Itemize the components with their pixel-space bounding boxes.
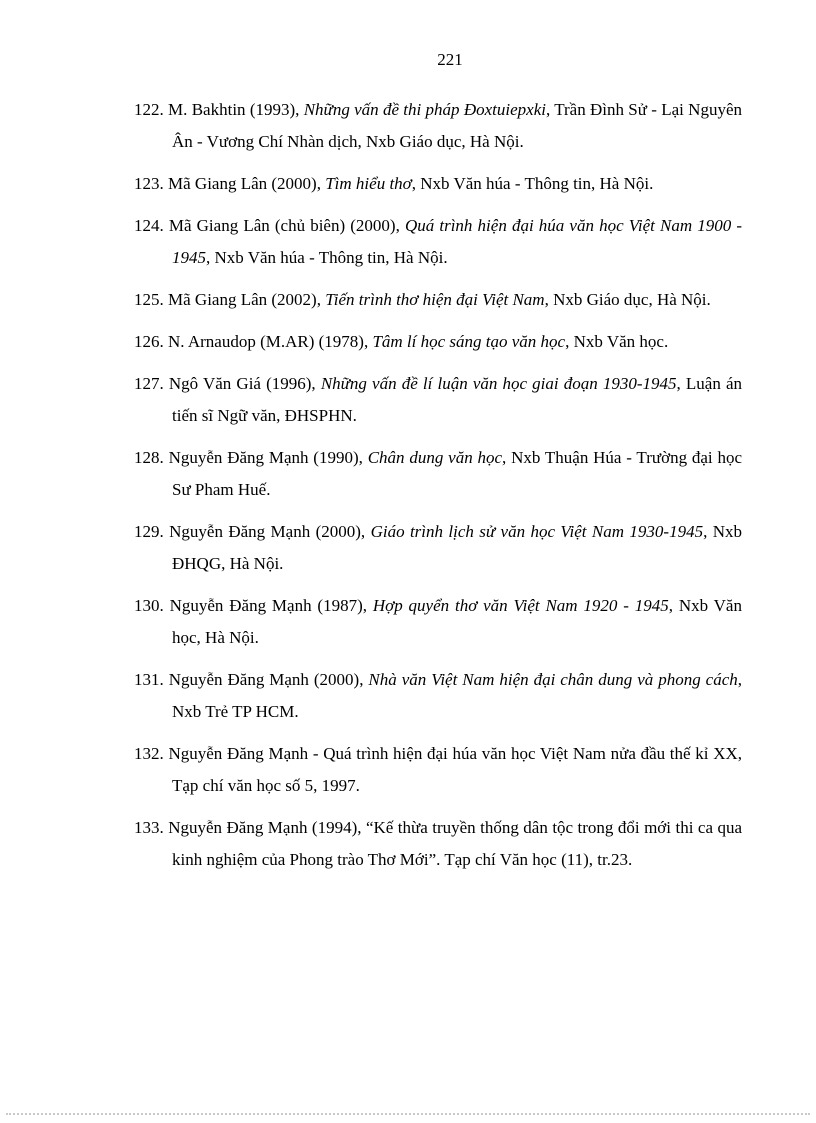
reference-entry bbox=[134, 516, 742, 580]
reference-entry bbox=[134, 590, 742, 654]
reference-number: 129. bbox=[134, 522, 170, 541]
reference-text: , Nxb Trẻ TP HCM. bbox=[172, 670, 743, 721]
reference-text: , Trần Đình Sử - Lại Nguyên Ân - Vương Chí Nhàn dịch, Nxb Giáo dục, Hà Nội. bbox=[172, 100, 742, 151]
reference-text: N. Arnaudop (M.AR) (1978), bbox=[168, 332, 373, 351]
reference-text: Nguyễn Đăng Mạnh (2000), bbox=[169, 522, 371, 541]
reference-number: 132. bbox=[134, 744, 169, 763]
reference-text: , Nxb Văn học. bbox=[565, 332, 669, 351]
reference-entry bbox=[134, 210, 742, 274]
reference-text: , Nxb Văn húa - Thông tin, Hà Nội. bbox=[206, 248, 448, 267]
reference-text: Nguyễn Đăng Mạnh (2000), bbox=[168, 670, 369, 689]
reference-title: Hợp quyển thơ văn Việt Nam 1920 - 1945 bbox=[372, 596, 669, 615]
reference-entry bbox=[134, 738, 742, 802]
reference-title: Nhà văn Việt Nam hiện đại chân dung và phong cách bbox=[368, 670, 738, 689]
reference-text: , Nxb Giáo dục, Hà Nội. bbox=[544, 290, 711, 309]
reference-text: , Nxb Văn học, Hà Nội. bbox=[172, 596, 742, 647]
reference-text: , Nxb ĐHQG, Hà Nội. bbox=[172, 522, 742, 573]
reference-entry bbox=[134, 442, 742, 506]
reference-number: 133. bbox=[134, 818, 169, 837]
reference-text: Nguyễn Đăng Mạnh - Quá trình hiện đại húa văn học Việt Nam nửa đầu thế kỉ XX, Tạp chí văn học số 5, 1997. bbox=[168, 744, 743, 795]
reference-title: Những vấn đề thi pháp Đoxtuiepxki bbox=[303, 100, 546, 119]
reference-number: 126. bbox=[134, 332, 168, 351]
reference-entry bbox=[134, 812, 742, 876]
reference-number: 125. bbox=[134, 290, 168, 309]
reference-entry bbox=[134, 664, 742, 728]
reference-title: Tiến trình thơ hiện đại Việt Nam bbox=[325, 290, 545, 309]
reference-text: , Nxb Văn húa - Thông tin, Hà Nội. bbox=[411, 174, 654, 193]
reference-number: 131. bbox=[134, 670, 169, 689]
reference-text: Mã Giang Lân (2000), bbox=[168, 174, 326, 193]
reference-title: Tìm hiểu thơ bbox=[325, 174, 412, 193]
reference-text: Nguyễn Đăng Mạnh (1990), bbox=[168, 448, 368, 467]
reference-title: Giáo trình lịch sử văn học Việt Nam 1930-1945 bbox=[370, 522, 704, 541]
page-content bbox=[134, 50, 742, 876]
reference-entry bbox=[134, 168, 742, 200]
reference-entry bbox=[134, 326, 742, 358]
reference-text: Ngô Văn Giá (1996), bbox=[168, 374, 321, 393]
reference-number: 127. bbox=[134, 374, 169, 393]
reference-text: Mã Giang Lân (2002), bbox=[168, 290, 326, 309]
reference-text: M. Bakhtin (1993), bbox=[168, 100, 304, 119]
reference-entry bbox=[134, 284, 742, 316]
reference-number: 124. bbox=[134, 216, 169, 235]
reference-number: 122. bbox=[134, 100, 169, 119]
reference-text: Nguyễn Đăng Mạnh (1994), “Kế thừa truyền thống dân tộc trong đổi mới thi ca qua kinh nghiệm của Phong trào Thơ Mới”. Tạp chí Văn học (11), tr.23. bbox=[168, 818, 742, 869]
reference-text: Mã Giang Lân (chủ biên) (2000), bbox=[168, 216, 405, 235]
reference-text: Nguyễn Đăng Mạnh (1987), bbox=[169, 596, 373, 615]
reference-text: , Luận án tiến sĩ Ngữ văn, ĐHSPHN. bbox=[172, 374, 742, 425]
reference-text: , Nxb Thuận Húa - Trường đại học Sư Pham Huế. bbox=[172, 448, 742, 499]
reference-title: Tâm lí học sáng tạo văn học bbox=[372, 332, 566, 351]
reference-title: Quá trình hiện đại húa văn học Việt Nam 1900 - 1945 bbox=[172, 216, 743, 267]
references-list bbox=[134, 94, 742, 876]
reference-entry bbox=[134, 368, 742, 432]
reference-number: 123. bbox=[134, 174, 168, 193]
reference-entry bbox=[134, 94, 742, 158]
reference-title: Những vấn đề lí luận văn học giai đoạn 1930-1945 bbox=[320, 374, 677, 393]
page-number: 221 bbox=[437, 50, 463, 69]
reference-number: 130. bbox=[134, 596, 170, 615]
page-bottom-dotted-line bbox=[6, 1113, 810, 1115]
reference-title: Chân dung văn học bbox=[367, 448, 503, 467]
reference-number: 128. bbox=[134, 448, 169, 467]
